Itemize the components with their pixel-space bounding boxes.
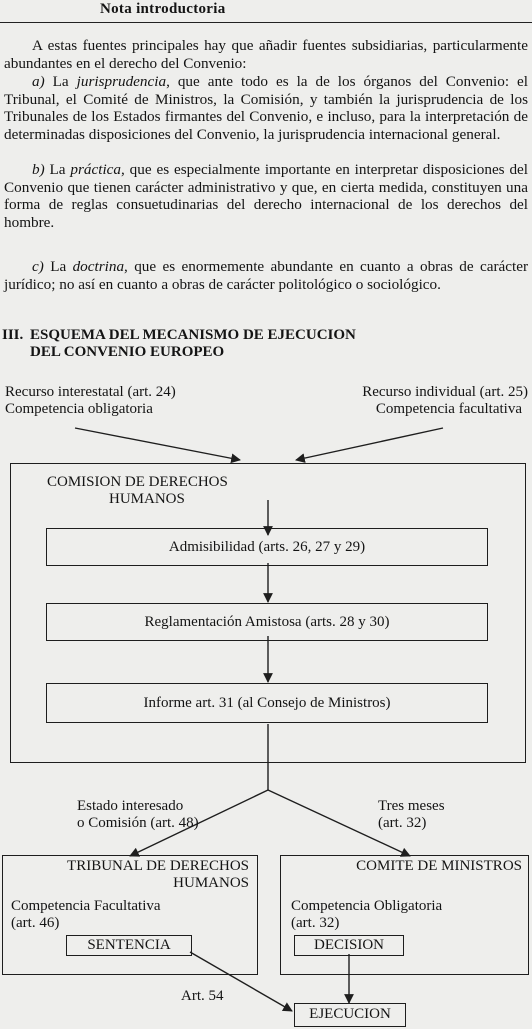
ejecucion-label: EJECUCION — [309, 1006, 391, 1022]
tribunal-art46: (art. 46) — [11, 915, 60, 931]
item-a-before: La — [52, 73, 77, 90]
art32-label: (art. 32) — [378, 815, 427, 831]
item-a-text: , que ante todo es la de los órganos del Convenio: el Tribunal, el Comité de Ministros, la Comisión, y también la jurisprudencia de los Tribunales de los Estados firmantes del Convenio, e incluso, para la interpretación de determinadas disposiciones del Convenio, la jurisprudencia internacional general. — [4, 73, 528, 143]
item-b-letter: b) — [32, 161, 45, 178]
recurso-individual-label: Recurso individual (art. 25) — [362, 384, 528, 400]
item-b-term: práctica — [70, 161, 122, 178]
item-c-term: doctrina — [72, 258, 125, 275]
ejecucion-box — [294, 1003, 406, 1027]
admisibilidad-box — [46, 528, 488, 566]
comite-title: COMITE DE MINISTROS — [356, 858, 522, 874]
comite-art32: (art. 32) — [291, 915, 340, 931]
informe-box — [46, 683, 488, 723]
comision-title-line1: COMISION DE DERECHOS — [47, 474, 228, 490]
reglamentacion-label: Reglamentación Amistosa (arts. 28 y 30) — [144, 614, 390, 630]
intro-text: A estas fuentes principales hay que añadir fuentes subsidiarias, particularmente abundantes en el derecho del Convenio: — [4, 37, 528, 72]
item-b-text: , que es especialmente importante en interpretar disposiciones del Convenio que tienen carácter administrativo y que, en cierta medida, constituyen una forma de reglas consuetudinarias del derecho internacional de los derechos del hombre. — [4, 161, 528, 231]
item-a-letter: a) — [32, 73, 45, 90]
running-header-title: Nota introductoria — [100, 1, 226, 17]
recurso-interestatal-label: Recurso interestatal (art. 24) — [5, 384, 176, 400]
item-c-text: , que es enormemente abundante en cuanto a obras de carácter jurídico; no así en cuanto a obras de carácter politológico o sociológico. — [4, 258, 528, 293]
arrow-individual — [296, 428, 443, 460]
tribunal-title-line2: HUMANOS — [173, 875, 249, 891]
informe-label: Informe art. 31 (al Consejo de Ministros) — [143, 695, 391, 711]
sentencia-label: SENTENCIA — [87, 937, 171, 953]
decision-label: DECISION — [314, 937, 384, 953]
o-comision-label: o Comisión (art. 48) — [77, 815, 199, 831]
item-c-letter: c) — [32, 258, 44, 275]
comision-title-line2: HUMANOS — [109, 491, 185, 507]
section-title-line1: ESQUEMA DEL MECANISMO DE EJECUCION — [30, 327, 356, 343]
item-c-before: La — [50, 258, 73, 275]
admisibilidad-label: Admisibilidad (arts. 26, 27 y 29) — [168, 539, 366, 555]
comite-competencia: Competencia Obligatoria — [291, 898, 443, 914]
section-title-line2: DEL CONVENIO EUROPEO — [30, 344, 225, 360]
competencia-facultativa-label: Competencia facultativa — [375, 401, 522, 417]
tribunal-title-line1: TRIBUNAL DE DERECHOS — [67, 858, 249, 874]
sentencia-box — [66, 935, 192, 956]
estado-interesado-label: Estado interesado — [77, 798, 184, 814]
tribunal-box — [2, 855, 258, 975]
item-b-before: La — [49, 161, 71, 178]
decision-box — [294, 935, 404, 956]
tres-meses-label: Tres meses — [378, 798, 445, 814]
comite-box — [280, 855, 529, 975]
item-a-term: jurisprudencia — [76, 73, 167, 90]
section-number: III. — [2, 327, 24, 343]
competencia-obligatoria-label: Competencia obligatoria — [5, 401, 153, 417]
arrow-interestatal — [75, 428, 240, 460]
art54-label: Art. 54 — [181, 988, 224, 1004]
reglamentacion-box — [46, 603, 488, 641]
tribunal-competencia: Competencia Facultativa — [11, 898, 161, 914]
